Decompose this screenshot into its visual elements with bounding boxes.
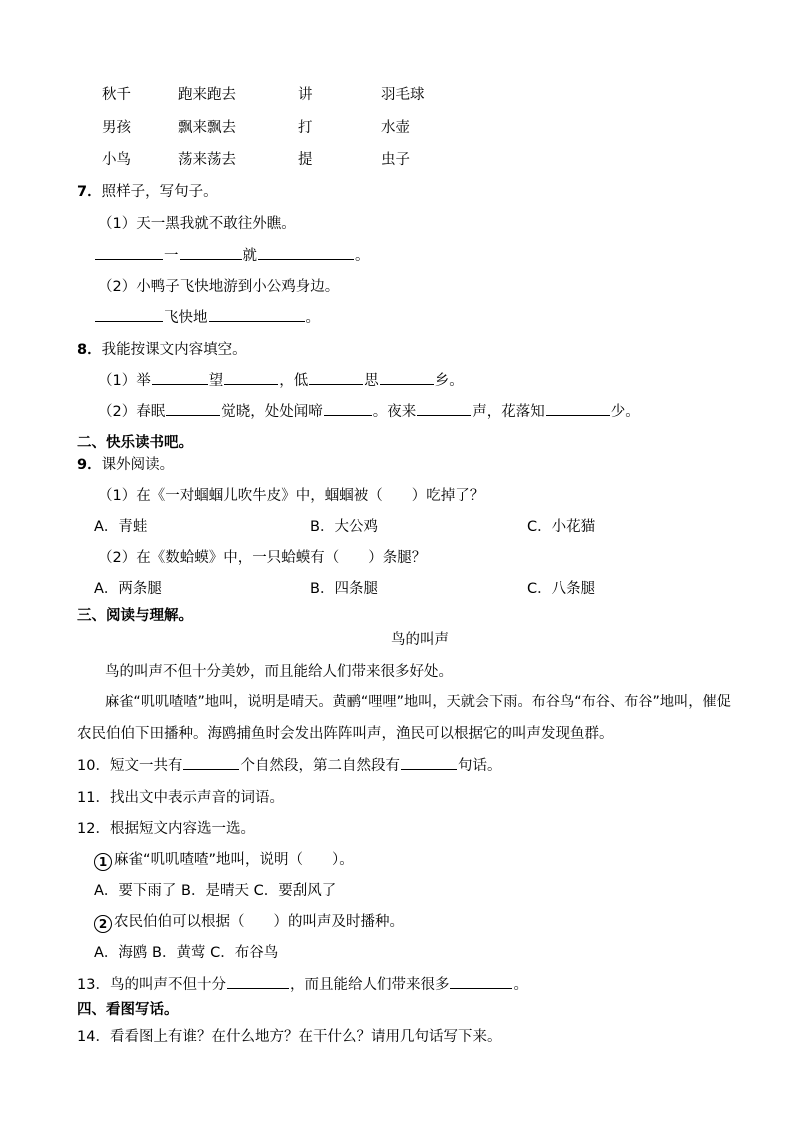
answer-blank[interactable]: [95, 307, 163, 322]
fill-text: （2）春眠: [98, 404, 166, 420]
word-cell: 跑来跑去: [178, 87, 236, 103]
fill-text: 13．鸟的叫声不但十分: [77, 977, 226, 993]
word-cell: 提: [298, 152, 313, 168]
q7-fill-2: [94, 306, 320, 327]
word-cell: 水壶: [381, 120, 410, 136]
word-cell: 虫子: [381, 152, 410, 168]
fill-text: 声，花落知: [472, 404, 545, 420]
answer-blank[interactable]: [166, 401, 220, 416]
circled-number: 2: [94, 915, 112, 933]
option-a[interactable]: A．两条腿: [94, 581, 162, 597]
passage-title: 鸟的叫声: [391, 632, 449, 648]
answer-blank[interactable]: [95, 245, 163, 260]
option-c[interactable]: C．小花猫: [527, 519, 596, 535]
word-cell: 打: [298, 120, 313, 136]
fill-text: 个自然段，第二自然段有: [240, 758, 400, 774]
answer-blank[interactable]: [183, 755, 239, 770]
answer-blank[interactable]: [401, 755, 457, 770]
fill-end: 。: [355, 248, 370, 264]
word-cell: 荡来荡去: [178, 152, 236, 168]
fill-text: （1）举: [98, 373, 151, 389]
option-b[interactable]: B．大公鸡: [310, 519, 378, 535]
word-cell: 飘来飘去: [178, 120, 236, 136]
q7-fill-1: [94, 244, 370, 265]
fill-text: 思: [364, 373, 379, 389]
fill-text: ，低: [279, 373, 309, 389]
answer-blank[interactable]: [546, 401, 610, 416]
fill-end: 。: [305, 310, 320, 326]
answer-blank[interactable]: [380, 370, 434, 385]
question-text: 农民伯伯可以根据（ ）的叫声及时播种。: [114, 914, 404, 930]
q12-sub-2: [94, 910, 404, 933]
word-cell: 男孩: [102, 120, 131, 136]
fill-text: 觉晓，处处闻啼: [221, 404, 323, 420]
section-3-heading: 三、阅读与理解。: [77, 608, 193, 624]
q12-sub-1: [94, 848, 354, 871]
fill-text: 句话。: [457, 758, 502, 774]
question-8-title: [77, 338, 247, 359]
passage-paragraph-2-line-2: 农民伯伯下田播种。海鸥捕鱼时会发出阵阵叫声，渔民可以根据它的叫声发现鱼群。: [77, 726, 614, 742]
q7-example-1: （1）天一黑我就不敢往外瞧。: [98, 216, 296, 232]
question-text: 麻雀“叽叽喳喳”地叫，说明（ ）。: [114, 852, 354, 868]
answer-blank[interactable]: [309, 370, 363, 385]
word-cell: 羽毛球: [381, 87, 425, 103]
option-a[interactable]: A．青蛙: [94, 519, 148, 535]
fill-text: 10．短文一共有: [77, 758, 183, 774]
answer-blank[interactable]: [209, 307, 305, 322]
fill-text: 。: [513, 977, 528, 993]
fill-word: 就: [242, 248, 257, 264]
question-text: 课外阅读。: [101, 457, 175, 473]
question-7-title: [77, 180, 218, 201]
question-text: 我能按课文内容填空。: [101, 342, 247, 358]
answer-blank[interactable]: [180, 245, 242, 260]
q9-sub-1: （1）在《一对蝈蝈儿吹牛皮》中，蝈蝈被（ ）吃掉了？: [98, 488, 485, 504]
fill-text: 少。: [610, 404, 640, 420]
fill-text: 望: [208, 373, 224, 389]
section-4-heading: 四、看图写话。: [77, 1002, 179, 1018]
option-c[interactable]: C．八条腿: [527, 581, 596, 597]
section-2-heading: 二、快乐读书吧。: [77, 435, 193, 451]
question-14: 14．看看图上有谁？在什么地方？在干什么？请用几句话写下来。: [77, 1029, 502, 1045]
q7-example-2: （2）小鸭子飞快地游到小公鸡身边。: [98, 279, 340, 295]
option-b[interactable]: B．四条腿: [310, 581, 378, 597]
q8-line-1: [98, 369, 464, 390]
question-number: 9．: [77, 457, 102, 473]
fill-word: 飞快地: [164, 310, 208, 326]
fill-text: 。夜来: [372, 404, 417, 420]
question-11: 11．找出文中表示声音的词语。: [77, 790, 284, 806]
word-cell: 小鸟: [102, 152, 131, 168]
answer-blank[interactable]: [258, 245, 354, 260]
question-text: 照样子，写句子。: [101, 184, 218, 200]
answer-blank[interactable]: [450, 974, 512, 989]
question-13: [77, 973, 528, 994]
q12-options-1[interactable]: A．要下雨了 B．是晴天 C．要刮风了: [94, 883, 337, 899]
word-cell: 讲: [298, 87, 313, 103]
answer-blank[interactable]: [417, 401, 471, 416]
passage-paragraph-2-line-1: 麻雀“叽叽喳喳”地叫，说明是晴天。黄鹂“哩哩”地叫，天就会下雨。布谷鸟“布谷、布谷”地叫，催促: [105, 694, 731, 710]
fill-word: 一: [164, 248, 179, 264]
question-9-title: [77, 453, 174, 474]
passage-paragraph-1: 鸟的叫声不但十分美妙，而且能给人们带来很多好处。: [105, 664, 453, 680]
question-number: 8．: [77, 342, 102, 358]
q12-options-2[interactable]: A．海鸥 B．黄莺 C．布谷鸟: [94, 945, 279, 961]
circled-number: 1: [94, 853, 112, 871]
word-cell: 秋千: [102, 87, 131, 103]
answer-blank[interactable]: [224, 370, 278, 385]
question-10: [77, 754, 501, 775]
question-12-title: 12．根据短文内容选一选。: [77, 821, 255, 837]
answer-blank[interactable]: [324, 401, 372, 416]
fill-text: 乡。: [434, 373, 464, 389]
answer-blank[interactable]: [152, 370, 208, 385]
q9-sub-2: （2）在《数蛤蟆》中，一只蛤蟆有（ ）条腿？: [98, 550, 427, 566]
fill-text: ，而且能给人们带来很多: [289, 977, 450, 993]
question-number: 7．: [77, 184, 102, 200]
q8-line-2: [98, 400, 640, 421]
answer-blank[interactable]: [227, 974, 289, 989]
